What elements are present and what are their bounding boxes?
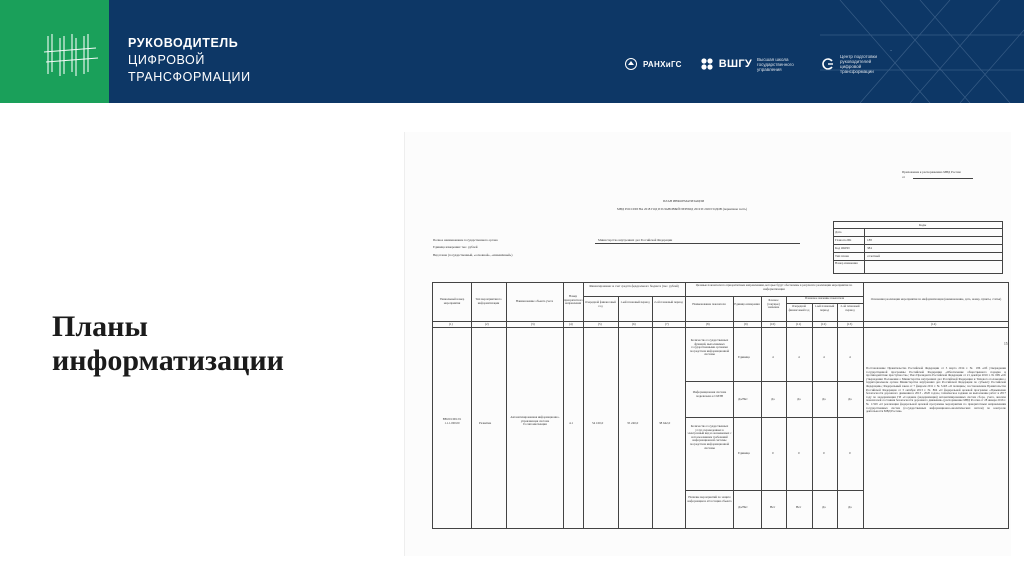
indicator-4-fy: Нет <box>796 505 802 509</box>
col-header-9: Единица измерения <box>734 302 760 306</box>
indicator-3-name: Количество государственных услуг, переведенных в электронный вид и оказываемых с использованием требований информационной системы посредством информационной системы <box>687 424 732 450</box>
col-header-11: Очередной финансовый год <box>788 304 810 312</box>
col-num-4: (4) <box>569 322 573 326</box>
col-header-7: 2-ой плановый период <box>654 300 683 304</box>
col-header-14: Основания реализации мероприятия по информатизации (наименование, дата, номер, пункты, статьи) <box>870 297 1002 301</box>
col-num-3: (3) <box>531 322 535 326</box>
code-value-chapter: 188 <box>867 238 872 242</box>
indicator-2-name: Информационная система подключена к СМЭВ <box>692 390 727 398</box>
org-value: Министерство внутренних дел Российской Федерации <box>598 238 673 242</box>
row-type: Развитие <box>479 421 492 425</box>
col-num-9: (9) <box>744 322 748 326</box>
col-num-13: (13) <box>847 322 853 326</box>
svg-text:-: - <box>890 47 893 54</box>
group-indicators-header: Целевые показатели по приоритетным направлениям, которые будут обеспечены в результате реализации мероприятия по информатизации <box>695 283 853 291</box>
indicator-4-name: Наличие мероприятий по защите информации и аттестации объекта <box>687 495 732 503</box>
slide-title-line-1: Планы <box>52 310 148 343</box>
codes-header: Коды <box>919 223 927 227</box>
col-header-8: Наименование показателя <box>692 302 726 306</box>
indicator-1-p2: 4 <box>849 355 851 359</box>
plan-type-label: Вид плана (государственный, «основной», «изменённый») <box>433 253 513 257</box>
indicator-1-p1: 4 <box>823 355 825 359</box>
indicator-3-p1: 0 <box>823 451 825 455</box>
code-label-chapter: Глава по БК <box>835 238 852 242</box>
col-num-12: (12) <box>821 322 827 326</box>
indicator-3-p2: 0 <box>849 451 851 455</box>
brand-line-2: ЦИФРОВОЙ <box>128 53 205 67</box>
partner-vshgu-name: ВШГУ <box>718 58 753 70</box>
indicator-3-fy: 0 <box>798 451 800 455</box>
col-header-2: Тип мероприятия по информатизации <box>475 297 502 305</box>
indicator-1-name: Количество государственных функций, выполняемых государственными органами посредством информационной системы <box>689 338 730 357</box>
indicator-2-unit: Да/Нет <box>738 397 748 401</box>
plan-document-scan <box>404 132 1011 556</box>
vshgu-logo-icon <box>700 57 714 71</box>
partner-vshgu <box>700 57 803 72</box>
col-num-8: (8) <box>706 322 710 326</box>
approval-underline <box>913 178 973 179</box>
plan-title: ПЛАН ИНФОРМАТИЗАЦИИ <box>663 199 705 203</box>
unit-label: Единица измерения: тыс. рублей <box>433 245 478 249</box>
plan-subtitle: МВД РОССИИ НА 2018 ГОД И ПЛАНОВЫЙ ПЕРИОД 2019 И 2020 ГОДОВ (первичная часть) <box>617 207 748 211</box>
approval-line-2: от <box>902 175 905 179</box>
partner-center-sub: Центр подготовки руководителей цифровой трансформации <box>840 54 877 74</box>
indicator-2-fy: Да <box>797 397 801 401</box>
indicator-1-base: 4 <box>772 355 774 359</box>
col-header-10: Базовое (текущее) значение <box>767 298 780 310</box>
indicator-2-base: Да <box>771 397 775 401</box>
slide-header <box>0 0 1024 103</box>
indicator-1-fy: 4 <box>798 355 800 359</box>
col-num-5: (5) <box>598 322 602 326</box>
page-number: 15 <box>1004 342 1008 346</box>
col-header-4: Номер приоритетного направления <box>564 294 584 306</box>
col-num-1: (1) <box>449 322 453 326</box>
row-object: Автоматизированная информационно-управляющая система Госавтоинспекции <box>510 415 560 427</box>
col-header-1: Уникальный номер мероприятия <box>439 297 465 305</box>
org-label: Полное наименование государственного органа <box>433 238 498 242</box>
col-header-3: Наименование объекта учета <box>515 299 554 303</box>
slide-title <box>52 310 284 378</box>
brand-line-1: РУКОВОДИТЕЛЬ <box>128 36 239 50</box>
approval-line-1: Приложение к распоряжению МВД России <box>902 170 961 174</box>
indicator-4-unit: Да/Нет <box>738 505 748 509</box>
rct-logo-icon <box>40 30 104 80</box>
codes-box <box>833 221 1003 274</box>
header-decoration <box>820 0 1024 103</box>
code-value-plan-type: отчетный <box>867 254 880 258</box>
col-num-10: (10) <box>770 322 776 326</box>
row-p1: 35 240,0 <box>627 421 639 425</box>
col-num-2: (2) <box>485 322 489 326</box>
indicator-4-p1: Да <box>822 505 826 509</box>
indicator-1-unit: Единица <box>738 355 750 359</box>
partner-ranepa-name: РАНХиГС <box>643 59 682 69</box>
indicator-2-p1: Да <box>822 397 826 401</box>
col-header-6: 1-ый плановый период <box>620 300 650 304</box>
ranepa-emblem-icon <box>624 57 638 71</box>
indicator-3-unit: Единица <box>738 451 750 455</box>
partner-ranepa <box>624 57 682 71</box>
col-header-5: Очередной финансовый год <box>585 300 616 308</box>
brand-title <box>128 35 251 86</box>
brand-line-3: ТРАНСФОРМАЦИИ <box>128 70 251 84</box>
group-financing-header: Финансирование за счет средств федерального бюджета (тыс. рублей) <box>589 284 679 288</box>
row-priority: 4.1 <box>569 421 573 425</box>
group-planned-header: Плановое значение показателя <box>804 296 845 300</box>
code-label-okei: Код ОКЕИ <box>835 246 850 250</box>
col-num-7: (7) <box>665 322 669 326</box>
col-num-11: (11) <box>796 322 802 326</box>
code-label-change: Номер изменения <box>835 261 858 265</box>
indicator-3-base: 0 <box>772 451 774 455</box>
row-p2: 38 642,0 <box>659 421 671 425</box>
col-header-12: 1-ый плановый период <box>814 304 835 312</box>
col-num-14: (14) <box>931 322 937 326</box>
partner-vshgu-sub: Высшая школа государственного управления <box>757 56 794 72</box>
code-value-okei: 384 <box>867 246 872 250</box>
slide-title-line-2: информатизации <box>52 344 284 377</box>
row-fy: 54 100,0 <box>592 421 604 425</box>
row-basis: Постановление Правительства Российской Федерации от 5 марта 2014 г. № 186 «Об утверждении государственной программы Российской Федерации «Обеспечение общественного порядка и противодействие преступности»; Указ Президента Российской Федерации от 21 декабря 2016 г. № 699 «Об утверждении Положения о Министерстве внутренних дел Российской Федерации и Типового положения о территориальном органе Министерства внутренних дел Российской Федерации по субъекту Российской Федерации»; Федеральный закон от 7 февраля 2011 г. № 3-ФЗ «О полиции»; постановление Правительства Российской Федерации от 3 октября 2013 г. № 864 «О федеральной целевой программе «Повышение безопасности дорожного движения в 2013 - 2020 годах»; техническое задание на выполнение работ в 2017 году по модернизации ГИ «Создание (модернизация) автоматизированных систем сбора, учета, анализа показателей состояния безопасности дорожного движения» (распоряжение МВД России от 28 января 2016 г. № 1/329 «О реализации федеральной целевой программы мероприятия по приоритетным направлениям государственных систем (государственных информационно-аналитических систем) по контролю деятельности МВД России» <box>866 366 1006 414</box>
col-num-6: (6) <box>632 322 636 326</box>
code-label-plan-type: Тип плана <box>835 254 849 258</box>
code-label-date: Дата <box>835 230 842 234</box>
plan-table <box>432 282 1009 529</box>
indicator-4-base: Нет <box>770 505 776 509</box>
col-header-13: 2-ой плановый период <box>840 304 860 312</box>
indicator-2-p2: Да <box>848 397 852 401</box>
row-id: ВВ.001/001/01 1.1.1.000.00 <box>442 417 462 425</box>
indicator-4-p2: Да <box>848 505 852 509</box>
